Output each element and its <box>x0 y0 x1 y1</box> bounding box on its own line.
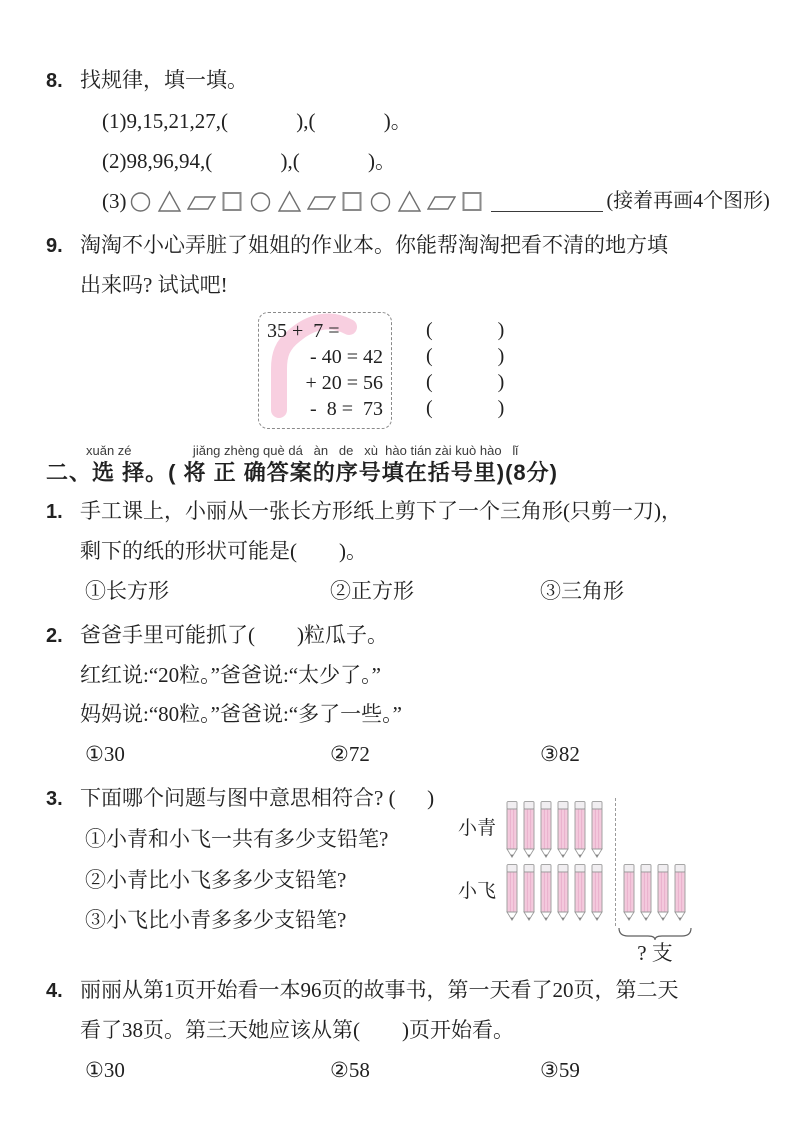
answer-paren: ( ) <box>426 319 505 341</box>
question-2-line2: 红红说:“20粒。”爸爸说:“太少了。” <box>80 663 381 687</box>
equation-row: - 40 = 42 <box>310 346 383 368</box>
shape-pattern-sequence <box>129 188 489 214</box>
square-shape-icon <box>221 188 244 214</box>
diagram-label-xiaoqing: 小青 <box>458 818 497 839</box>
circle-shape-icon <box>129 188 152 214</box>
question-9-number: 9. <box>46 235 63 257</box>
pencil-icon <box>557 801 569 858</box>
question-9-line1: 淘淘不小心弄脏了姐姐的作业本。你能帮淘淘把看不清的地方填 <box>80 233 668 257</box>
option-1: ①长方形 <box>85 579 169 603</box>
option-3: ③59 <box>540 1058 580 1082</box>
parallelogram-shape-icon <box>307 188 336 214</box>
pencil-icon <box>623 864 635 921</box>
pencil-icon <box>506 801 518 858</box>
triangle-shape-icon <box>397 188 422 214</box>
question-3-number: 3. <box>46 788 63 810</box>
question-4-options <box>85 1050 775 1090</box>
pencil-diagram <box>458 801 788 966</box>
diagram-row-xiaofei <box>458 864 788 923</box>
underbrace-icon <box>618 927 692 940</box>
answer-paren-column <box>426 312 504 429</box>
q8-part3 <box>102 181 775 221</box>
q9-work-area <box>258 312 775 429</box>
pencil-icon <box>674 864 686 921</box>
triangle-shape-icon <box>157 188 182 214</box>
question-2-line1: 爸爸手里可能抓了( )粒瓜子。 <box>80 623 388 647</box>
answer-paren: ( ) <box>426 371 505 393</box>
question-3-text-column <box>46 779 458 966</box>
question-2 <box>46 616 775 774</box>
question-2-options <box>85 734 775 774</box>
question-3 <box>46 779 775 966</box>
question-1-title-line <box>46 492 775 532</box>
question-2-line3: 妈妈说:“80粒。”爸爸说:“多了一些。” <box>80 702 402 726</box>
option-2: ②58 <box>330 1058 370 1082</box>
pencil-icon <box>557 864 569 921</box>
pencil-group <box>506 864 603 921</box>
option-2: ②72 <box>330 742 370 766</box>
brace-label: ? 支 <box>637 941 673 965</box>
equation-row: - 8 = 73 <box>310 398 383 420</box>
question-1-line1: 手工课上，小丽从一张长方形纸上剪下了一个三角形(只剪一刀)， <box>80 499 682 523</box>
question-4-title-line <box>46 971 775 1011</box>
circle-shape-icon <box>249 188 272 214</box>
pencil-icon <box>540 864 552 921</box>
question-9-line2: 出来吗? 试试吧! <box>80 273 228 297</box>
question-2-number: 2. <box>46 625 63 647</box>
option-2: ②正方形 <box>330 579 414 603</box>
answer-paren: ( ) <box>426 345 505 367</box>
question-8-title: 找规律，填一填。 <box>80 68 248 92</box>
pencil-icon <box>574 801 586 858</box>
option-3: ③小飞比小青多多少支铅笔? <box>85 908 347 932</box>
square-shape-icon <box>461 188 484 214</box>
pencil-group <box>506 801 603 858</box>
option-3: ③三角形 <box>540 579 624 603</box>
triangle-shape-icon <box>277 188 302 214</box>
q8-part2: (2)98,96,94,( ),( )。 <box>102 149 396 173</box>
section-2-pinyin: xuǎn zé jiǎng zhèng què dá àn de xù hào tián zài kuò hào lǐ <box>86 443 519 458</box>
pencil-icon <box>506 864 518 921</box>
pencil-icon <box>591 864 603 921</box>
pencil-group-extra <box>623 864 686 921</box>
pencil-icon <box>523 801 535 858</box>
question-1 <box>46 492 775 611</box>
question-1-options <box>85 571 775 611</box>
question-8-number: 8. <box>46 70 63 92</box>
q8-part1: (1)9,15,21,27,( ),( )。 <box>102 109 412 133</box>
option-2: ②小青比小飞多多少支铅笔? <box>85 867 347 892</box>
question-3-title: 下面哪个问题与图中意思相符合? ( ) <box>80 786 435 810</box>
pencil-icon <box>640 864 652 921</box>
question-3-title-line <box>46 779 458 819</box>
circle-shape-icon <box>369 188 392 214</box>
question-4-line1: 丽丽从第1页开始看一本96页的故事书，第一天看了20页，第二天 <box>80 978 679 1002</box>
option-1: ①30 <box>85 1058 125 1082</box>
diagram-row-xiaoqing <box>458 801 788 860</box>
parallelogram-shape-icon <box>187 188 216 214</box>
pencil-icon <box>523 864 535 921</box>
question-8 <box>46 61 775 221</box>
answer-blank-line <box>491 191 603 212</box>
question-3-layout <box>46 779 775 966</box>
pencil-icon <box>591 801 603 858</box>
question-9-title-line <box>46 226 775 266</box>
equation-box <box>258 312 392 429</box>
q8-part3-note: (接着再画4个图形) <box>606 190 770 212</box>
answer-paren: ( ) <box>426 397 505 419</box>
pencil-icon <box>540 801 552 858</box>
section-2-header <box>46 443 775 487</box>
brace-annotation <box>618 927 692 966</box>
question-8-title-line <box>46 61 775 101</box>
square-shape-icon <box>341 188 364 214</box>
q8-part3-prefix: (3) <box>102 189 127 213</box>
question-9 <box>46 226 775 429</box>
pencil-icon <box>574 864 586 921</box>
equation-row: 35 + 7 = <box>267 320 340 342</box>
question-2-title-line <box>46 616 775 656</box>
parallelogram-shape-icon <box>427 188 456 214</box>
question-1-line2: 剩下的纸的形状可能是( )。 <box>80 539 367 563</box>
diagram-label-xiaofei: 小飞 <box>458 881 497 902</box>
dashed-separator-line <box>615 798 616 926</box>
equation-row: + 20 = 56 <box>305 372 383 394</box>
pencil-icon <box>657 864 669 921</box>
section-2-title: 二、选 择。( 将 正 确答案的序号填在括号里)(8分) <box>46 460 558 485</box>
option-1: ①30 <box>85 742 125 766</box>
question-1-number: 1. <box>46 501 63 523</box>
question-4-number: 4. <box>46 980 63 1002</box>
option-3: ③82 <box>540 742 580 766</box>
question-4-line2: 看了38页。第三天她应该从第( )页开始看。 <box>80 1018 514 1042</box>
option-1: ①小青和小飞一共有多少支铅笔? <box>85 827 389 851</box>
question-4 <box>46 971 775 1090</box>
